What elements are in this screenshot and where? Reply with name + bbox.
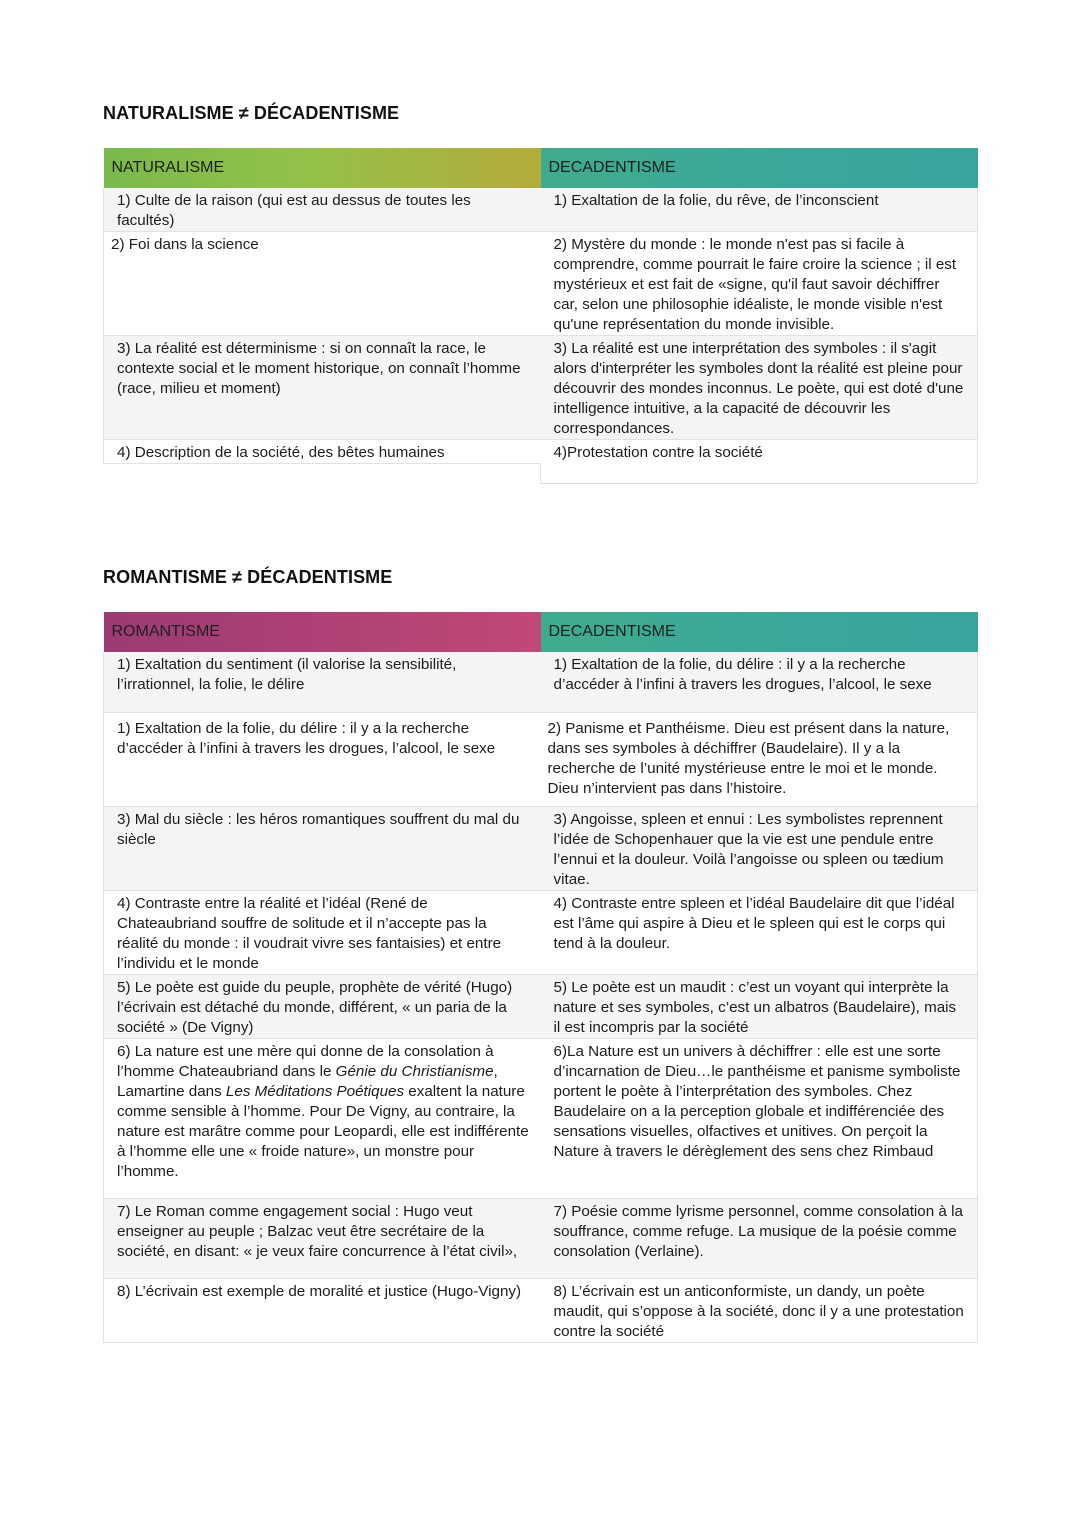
column-header-decadentisme: DECADENTISME: [541, 148, 978, 188]
cell-left: 3) La réalité est déterminisme : si on connaît la race, le contexte social et le moment historique, on connaît l’homme (race, milieu et moment): [104, 336, 541, 440]
section-title-romantisme: ROMANTISME ≠ DÉCADENTISME: [103, 567, 393, 587]
cell-left: 7) Le Roman comme engagement social : Hugo veut enseigner au peuple ; Balzac veut être secrétaire de la société, en disant: « je veux faire concurrence à l’état civil»,: [104, 1198, 541, 1278]
book-title: Les Méditations Poétiques: [225, 1082, 405, 1100]
table-row: [104, 440, 978, 464]
book-title: Génie du Christianisme: [335, 1062, 494, 1080]
table-row: [104, 712, 978, 806]
cell-left: 1) Culte de la raison (qui est au dessus de toutes les facultés): [104, 188, 541, 232]
column-header-naturalisme: NATURALISME: [104, 148, 541, 188]
table-row: [104, 652, 978, 712]
cell-text: , Lamartine dans: [117, 1062, 498, 1100]
cell-left: 1) Exaltation du sentiment (il valorise la sensibilité, l’irrationnel, la folie, le délire: [104, 652, 541, 712]
table-row: [104, 806, 978, 890]
empty-cell: [104, 464, 541, 484]
table-row: [104, 232, 978, 336]
table-header-row: [104, 148, 978, 188]
table-row: [104, 1038, 978, 1198]
column-header-decadentisme: DECADENTISME: [541, 612, 978, 652]
cell-left: 8) L’écrivain est exemple de moralité et justice (Hugo-Vigny): [104, 1278, 541, 1342]
table-row: [104, 1198, 978, 1278]
section-title-naturalisme: NATURALISME ≠ DÉCADENTISME: [103, 103, 400, 123]
cell-right: 3) La réalité est une interprétation des symboles : il s'agit alors d'interpréter les symboles dont la réalité est pleine pour découvrir des mondes inconnus. Le poète, qui est doté d'une intelligence intuitive, a la capacité de découvrir les correspondances.: [541, 336, 978, 440]
cell-left: 4) Description de la société, des bêtes humaines: [104, 440, 541, 464]
table-row: [104, 974, 978, 1038]
comparison-table-romantisme: [103, 612, 978, 1343]
cell-left: [104, 1038, 541, 1198]
cell-left: 4) Contraste entre la réalité et l’idéal (René de Chateaubriand souffre de solitude et il n’accepte pas la réalité du monde : il voudrait vivre ses fantaisies) et entre l’individu et le monde: [104, 890, 541, 974]
table-row: [104, 188, 978, 232]
column-header-romantisme: ROMANTISME: [104, 612, 541, 652]
cell-right: 7) Poésie comme lyrisme personnel, comme consolation à la souffrance, comme refuge. La musique de la poésie comme consolation (Verlaine).: [541, 1198, 978, 1278]
table-header-row: [104, 612, 978, 652]
cell-right: 1) Exaltation de la folie, du rêve, de l’inconscient: [541, 188, 978, 232]
table-row: [104, 1278, 978, 1342]
cell-right: 1) Exaltation de la folie, du délire : il y a la recherche d’accéder à l’infini à travers les drogues, l’alcool, le sexe: [541, 652, 978, 712]
cell-right: 8) L’écrivain est un anticonformiste, un dandy, un poète maudit, qui s’oppose à la société, donc il y a une protestation contre la société: [541, 1278, 978, 1342]
table-row: [104, 336, 978, 440]
cell-right: 3) Angoisse, spleen et ennui : Les symbolistes reprennent l’idée de Schopenhauer que la vie est une pendule entre l’ennui et la douleur. Voilà l’angoisse ou spleen ou tædium vitae.: [541, 806, 978, 890]
cell-right: 4) Contraste entre spleen et l’idéal Baudelaire dit que l’idéal est l’âme qui aspire à Dieu et le spleen qui est le corps qui tend à la douleur.: [541, 890, 978, 974]
cell-left: 5) Le poète est guide du peuple, prophète de vérité (Hugo) l’écrivain est détaché du monde, différent, « un paria de la société » (De Vigny): [104, 974, 541, 1038]
cell-left: 2) Foi dans la science: [104, 232, 541, 336]
cell-text: 6) La nature est une mère qui donne de la consolation à l’homme Chateaubriand dans le: [117, 1042, 494, 1080]
cell-left: 1) Exaltation de la folie, du délire : il y a la recherche d’accéder à l’infini à travers les drogues, l’alcool, le sexe: [104, 712, 541, 806]
cell-left: 3) Mal du siècle : les héros romantiques souffrent du mal du siècle: [104, 806, 541, 890]
cell-text: exaltent la nature comme sensible à l’homme. Pour De Vigny, au contraire, la nature est marâtre comme pour Leopardi, elle est indifférente à l’homme elle une « froide nature», un monstre pour l’homme.: [117, 1082, 529, 1180]
cell-right: 4)Protestation contre la société: [541, 440, 978, 464]
cell-right: 2) Panisme et Panthéisme. Dieu est présent dans la nature, dans ses symboles à déchiffrer (Baudelaire). Il y a la recherche de l’unité mystérieuse entre le moi et le monde. Dieu n’intervient pas dans l’histoire.: [541, 712, 978, 806]
cell-right: 2) Mystère du monde : le monde n'est pas si facile à comprendre, comme pourrait le faire croire la science ; il est mystérieux et est fait de «signe, qu'il faut savoir déchiffrer car, selon une philosophie idéaliste, le monde visible n'est qu'une représentation du monde invisible.: [541, 232, 978, 336]
comparison-table-naturalisme: [103, 148, 978, 484]
table-row: [104, 890, 978, 974]
empty-cell: [541, 464, 978, 484]
table-row-trailing: [104, 464, 978, 484]
cell-right: 6)La Nature est un univers à déchiffrer : elle est une sorte d’incarnation de Dieu…le panthéisme et panisme symboliste portent le poète à l’interprétation des symboles. Chez Baudelaire on a la perception globale et indifférenciée des sensations visuelles, olfactives et unitives. On perçoit la Nature à travers le dérèglement des sens chez Rimbaud: [541, 1038, 978, 1198]
cell-right: 5) Le poète est un maudit : c’est un voyant qui interprète la nature et ses symboles, c’est un albatros (Baudelaire), mais il est incompris par la société: [541, 974, 978, 1038]
